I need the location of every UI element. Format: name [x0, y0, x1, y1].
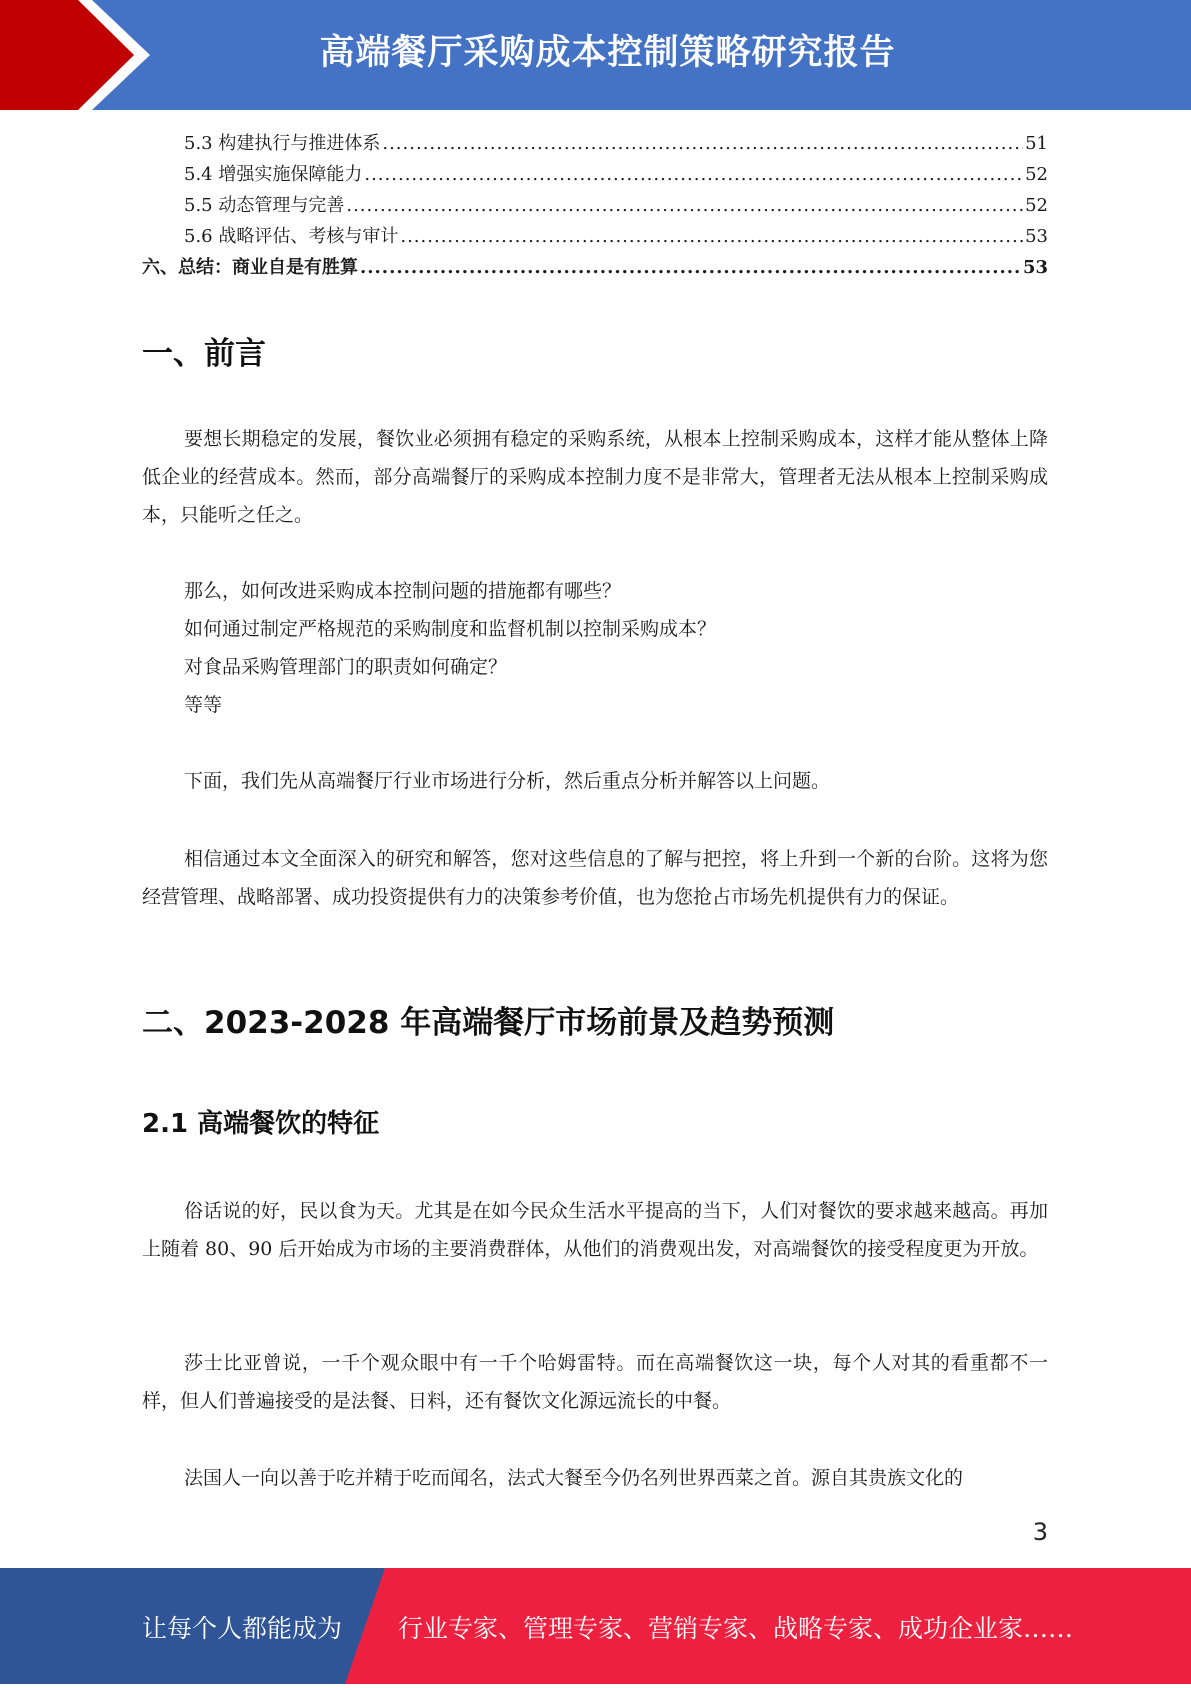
footer-slogan-right: 行业专家、管理专家、营销专家、战略专家、成功企业家……: [398, 1614, 1074, 1643]
toc-entry[interactable]: [142, 159, 1048, 190]
toc-entry-page: 53: [1025, 226, 1048, 247]
section-heading: 一、前言: [142, 336, 266, 372]
report-title: 高端餐厅采购成本控制策略研究报告: [319, 33, 896, 73]
toc-entry-page: 51: [1025, 133, 1048, 154]
toc-entry-page: 53: [1022, 257, 1048, 278]
page-footer: [0, 1568, 1191, 1684]
page-header: [0, 0, 1191, 110]
page-number: 3: [1032, 1518, 1048, 1546]
toc-entry[interactable]: [142, 252, 1048, 283]
body-paragraph: 要想长期稳定的发展，餐饮业必须拥有稳定的采购系统，从根本上控制采购成本，这样才能从整体上降低企业的经营成本。然而，部分高端餐厅的采购成本控制力度不是非常大，管理者无法从根本上控制采购成本，只能听之任之。: [142, 428, 1048, 526]
question-line: 对食品采购管理部门的职责如何确定？: [184, 656, 508, 678]
toc-entry[interactable]: [142, 190, 1048, 221]
toc-dot-leader: [382, 128, 1023, 159]
question-line: 如何通过制定严格规范的采购制度和监督机制以控制采购成本？: [184, 618, 717, 640]
toc-entry[interactable]: [142, 128, 1048, 159]
body-paragraph: 法国人一向以善于吃并精于吃而闻名，法式大餐至今仍名列世界西菜之首。源自其贵族文化的: [184, 1467, 964, 1489]
toc-dot-leader: [400, 221, 1023, 252]
question-line: 那么，如何改进采购成本控制问题的措施都有哪些？: [184, 580, 622, 602]
body-paragraph: 俗话说的好，民以食为天。尤其是在如今民众生活水平提高的当下，人们对餐饮的要求越来越高。再加上随着 80、90 后开始成为市场的主要消费群体，从他们的消费观出发，对高端餐饮的接受程度更为开放。: [142, 1200, 1048, 1260]
body-paragraph: 下面，我们先从高端餐厅行业市场进行分析，然后重点分析并解答以上问题。: [184, 770, 831, 792]
toc-entry-label: 5.3 构建执行与推进体系: [184, 133, 381, 154]
toc-entry-label: 5.5 动态管理与完善: [184, 195, 345, 216]
toc-entry-label: 5.4 增强实施保障能力: [184, 164, 363, 185]
subsection-heading: 2.1 高端餐饮的特征: [142, 1109, 380, 1139]
toc-dot-leader: [364, 159, 1023, 190]
toc-entry-label: 六、总结：商业自是有胜算: [142, 257, 358, 278]
section-heading: 二、2023-2028 年高端餐厅市场前景及趋势预测: [142, 1005, 835, 1041]
toc-entry-page: 52: [1025, 164, 1048, 185]
toc-dot-leader: [346, 190, 1023, 221]
toc-entry-label: 5.6 战略评估、考核与审计: [184, 226, 399, 247]
body-paragraph: 莎士比亚曾说，一千个观众眼中有一千个哈姆雷特。而在高端餐饮这一块，每个人对其的看重都不一样，但人们普遍接受的是法餐、日料，还有餐饮文化源远流长的中餐。: [142, 1352, 1048, 1412]
table-of-contents: [142, 128, 1048, 283]
question-line: 等等: [184, 694, 223, 716]
footer-slogan-left: 让每个人都能成为: [142, 1614, 343, 1643]
toc-entry[interactable]: [142, 221, 1048, 252]
toc-entry-page: 52: [1025, 195, 1048, 216]
body-paragraph: 相信通过本文全面深入的研究和解答，您对这些信息的了解与把控，将上升到一个新的台阶。这将为您经营管理、战略部署、成功投资提供有力的决策参考价值，也为您抢占市场先机提供有力的保证。: [142, 848, 1048, 908]
toc-dot-leader: [360, 252, 1021, 283]
